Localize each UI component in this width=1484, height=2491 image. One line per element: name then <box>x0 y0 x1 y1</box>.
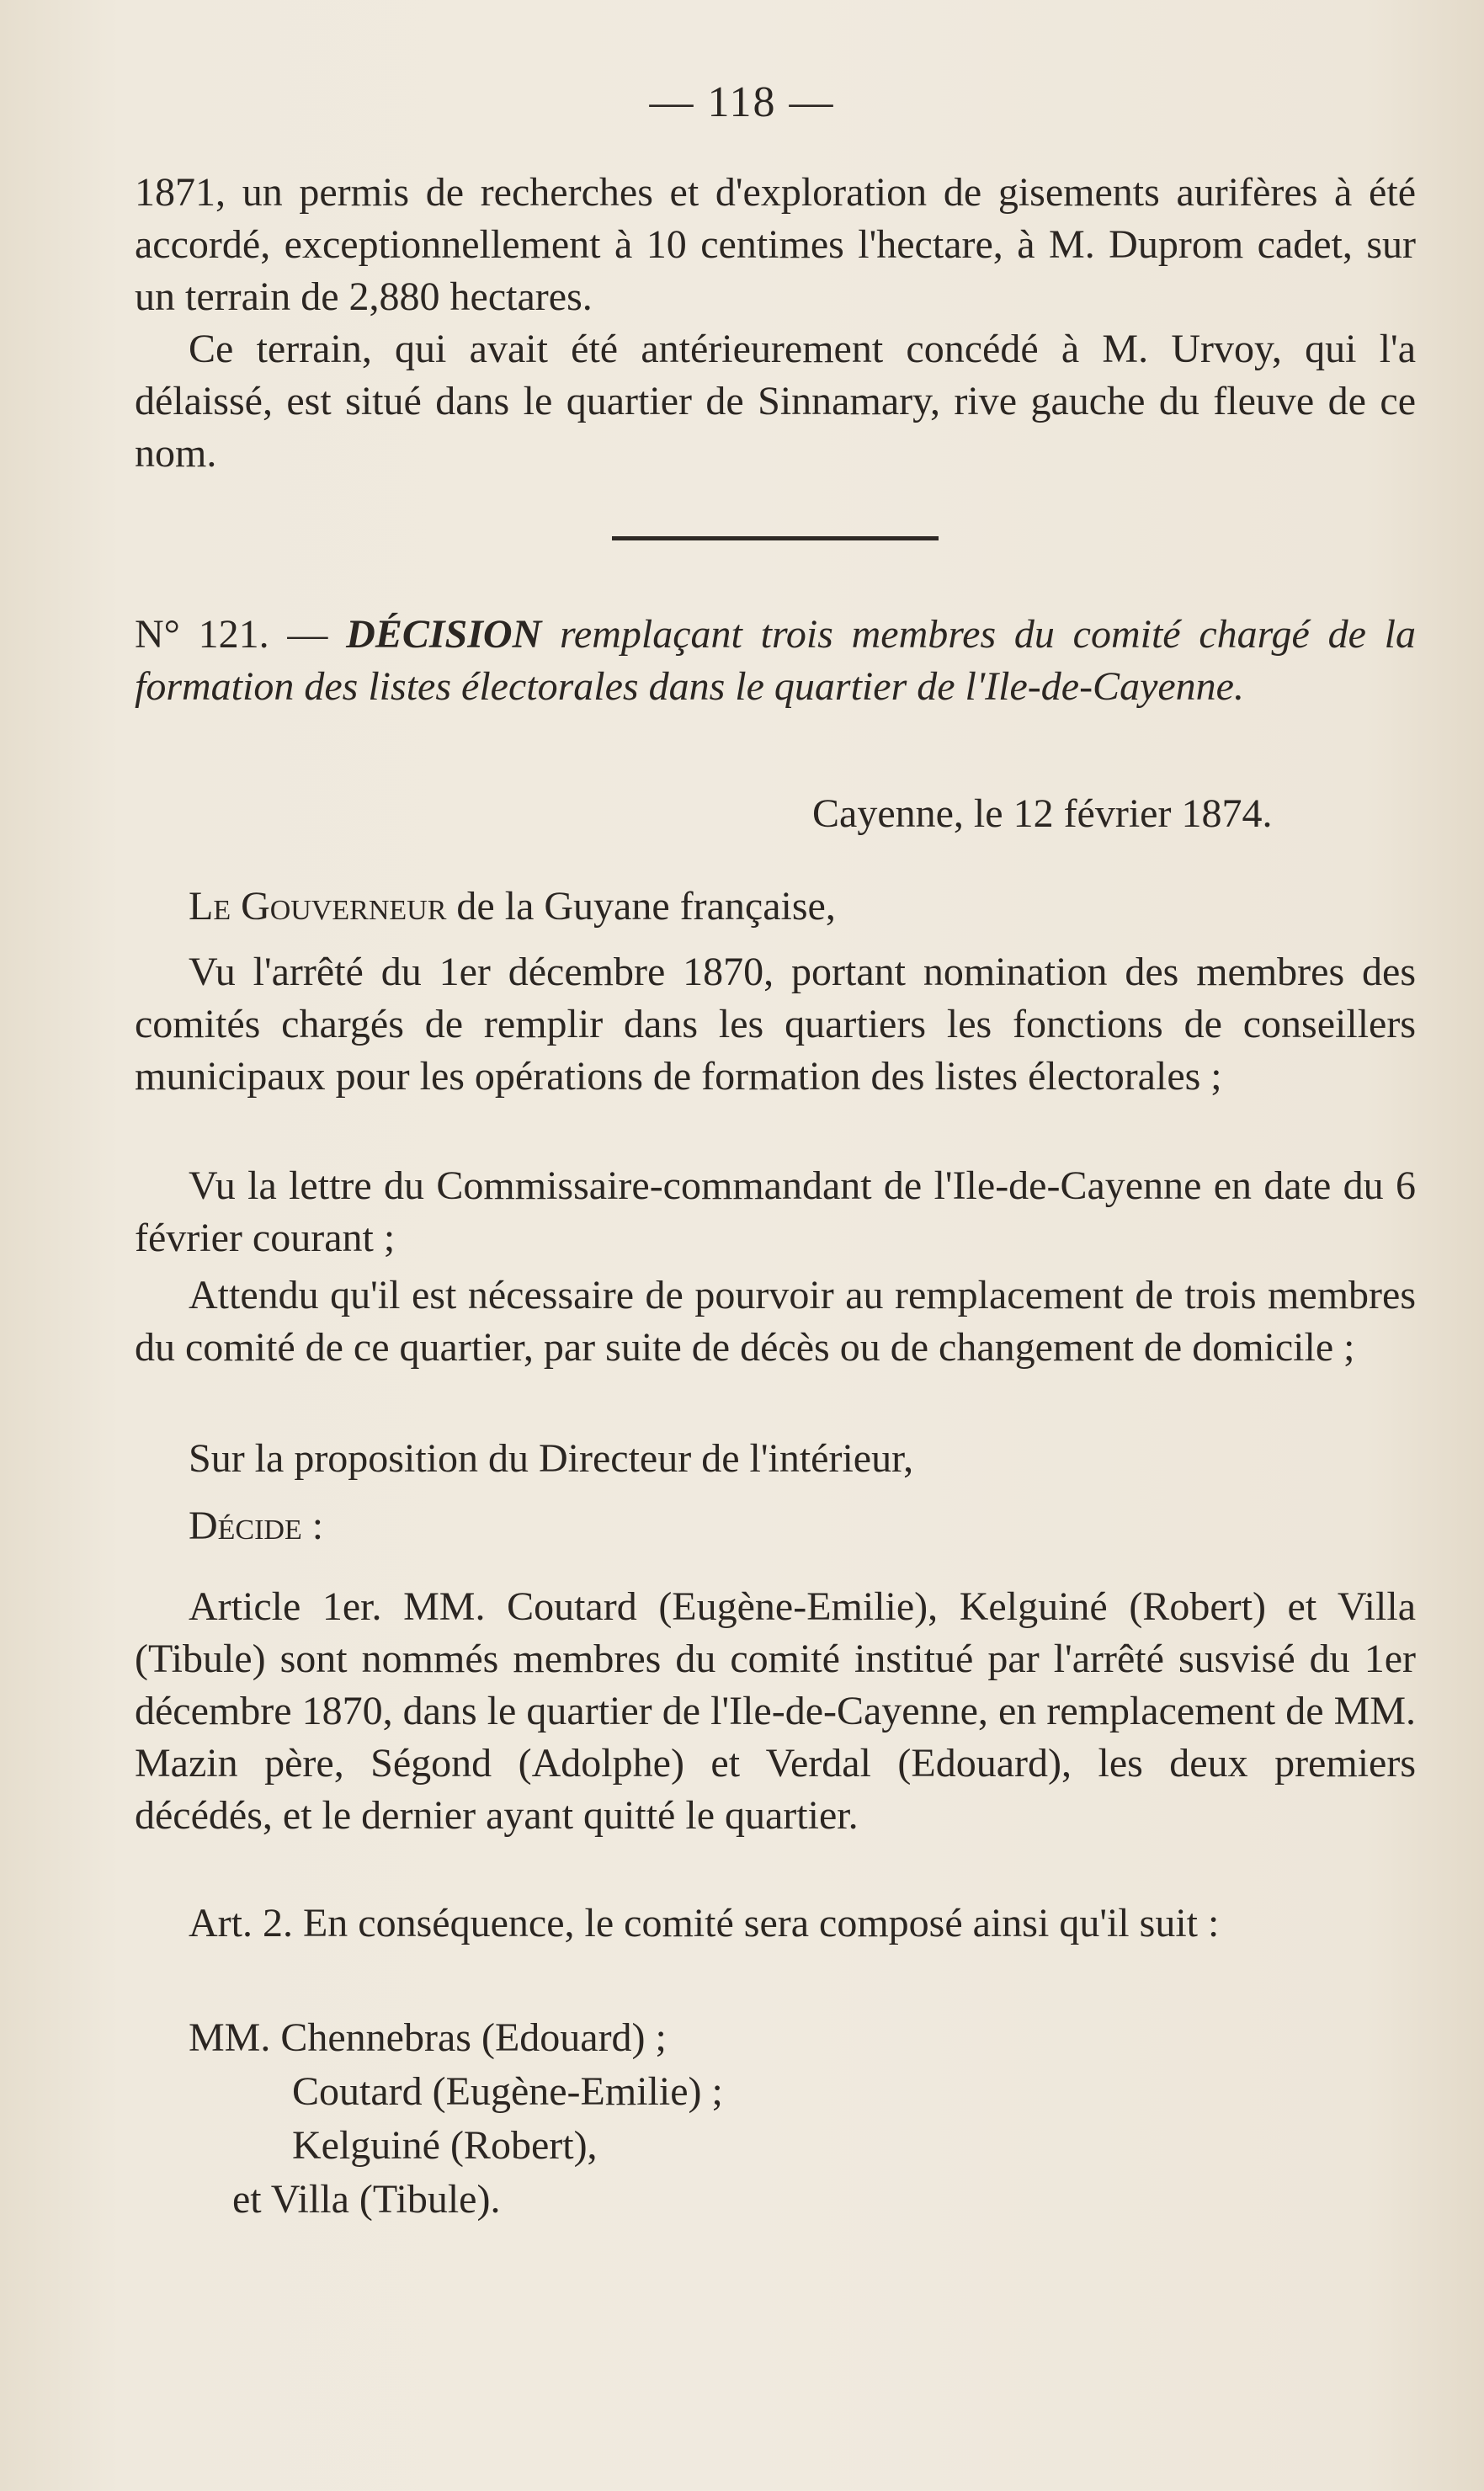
governor-line <box>189 881 1416 933</box>
vu-arrete-paragraph: Vu l'arrêté du 1er décembre 1870, portant nomination des membres des comités chargés de remplir dans les quartiers les fonctions de conseillers municipaux pour les opérations de formation des listes électorales ; <box>135 950 1416 1099</box>
article-1: Article 1er. MM. Coutard (Eugène-Emilie), Kelguiné (Robert) et Villa (Tibule) sont nommés membres du comité institué par l'arrêté susvisé du 1er décembre 1870, dans le quartier de l'Ile-de-Cayenne, en remplacement de MM. Mazin père, Ségond (Adolphe) et Verdal (Edouard), les deux premiers décédés, et le dernier ayant quitté le quartier. <box>135 1584 1416 1838</box>
dateline: Cayenne, le 12 février 1874. <box>812 791 1273 836</box>
decision-heading <box>135 609 1416 713</box>
intro-paragraph-terrain: Ce terrain, qui avait été antérieurement concédé à M. Urvoy, qui l'a délaissé, est situé dans le quartier de Sinnamary, rive gauche du fleuve de ce nom. <box>135 327 1416 476</box>
decision-title: DÉCISION <box>346 612 542 657</box>
intro-paragraph-continued: 1871, un permis de recherches et d'exploration de gisements aurifères à été accordé, exceptionnellement à 10 centimes l'hectare, à M. Duprom cadet, sur un terrain de 2,880 hectares. <box>135 170 1416 319</box>
decision-number: N° 121. — <box>135 612 328 657</box>
member-line-1: MM. Chennebras (Edouard) ; <box>189 2015 667 2060</box>
decide-line: Décide : <box>189 1504 324 1548</box>
page-number: — 118 — <box>649 78 835 126</box>
section-divider <box>612 536 939 540</box>
vu-lettre-paragraph: Vu la lettre du Commissaire-commandant de l'Ile-de-Cayenne en date du 6 février courant ; <box>135 1163 1416 1260</box>
member-line-3: Kelguiné (Robert), <box>292 2123 598 2168</box>
governor-rest: de la Guyane française, <box>456 884 836 929</box>
member-line-4: et Villa (Tibule). <box>232 2177 501 2222</box>
decision-subject: remplaçant trois membres du comité chargé de la formation des listes électorales dans le quartier de l'Ile-de-Cayenne. <box>135 612 1417 709</box>
member-line-2: Coutard (Eugène-Emilie) ; <box>292 2069 723 2114</box>
article-2: Art. 2. En conséquence, le comité sera composé ainsi qu'il suit : <box>189 1901 1220 1945</box>
attendu-paragraph: Attendu qu'il est nécessaire de pourvoir au remplacement de trois membres du comité de ce quartier, par suite de décès ou de changement de domicile ; <box>135 1273 1416 1370</box>
proposition-line: Sur la proposition du Directeur de l'intérieur, <box>189 1436 914 1481</box>
governor-caps: Le Gouverneur <box>189 884 447 929</box>
